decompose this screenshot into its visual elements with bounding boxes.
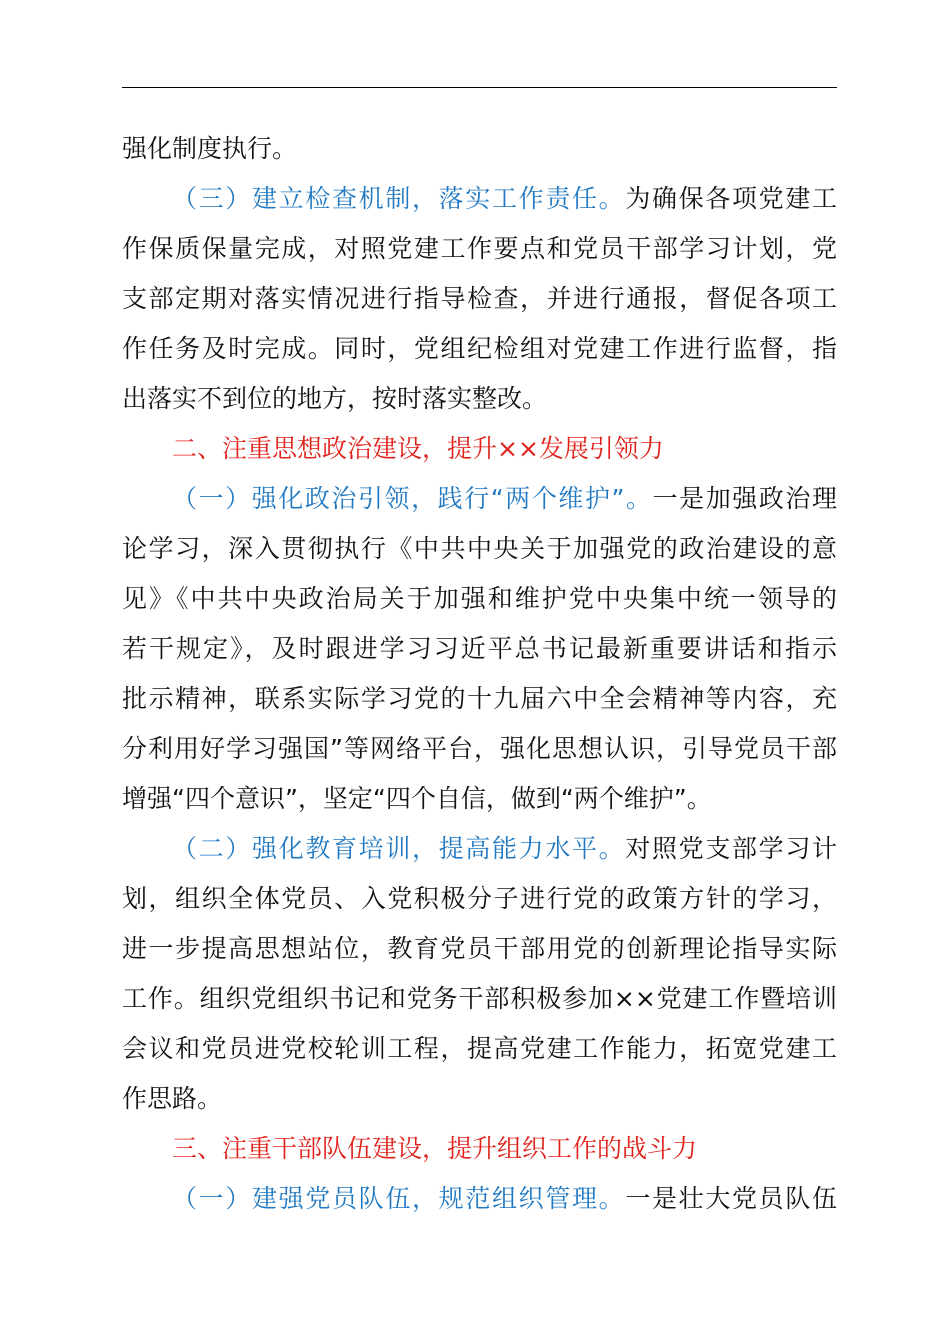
line-text: 一是加强政治理 <box>652 484 837 513</box>
text-line <box>122 1024 837 1074</box>
subsection-3-line <box>122 174 837 224</box>
text-line <box>122 374 837 424</box>
line-text: 进一步提高思想站位，教育党员干部用党的创新理论指导实际 <box>122 934 837 963</box>
line-text: 批示精神，联系实际学习党的十九届六中全会精神等内容，充 <box>122 684 837 713</box>
line-text: 会议和党员进党校轮训工程，提高党建工作能力，拓宽党建工 <box>122 1034 837 1063</box>
text-line <box>122 774 837 824</box>
text-line <box>122 1074 837 1124</box>
line-text: 工作。组织党组织书记和党务干部积极参加××党建工作暨培训 <box>122 984 837 1013</box>
line-text: 若干规定》，及时跟进学习习近平总书记最新重要讲话和指示 <box>122 634 837 663</box>
line-text: 划，组织全体党员、入党积极分子进行党的政策方针的学习， <box>122 884 837 913</box>
subsection-1-line <box>122 1174 837 1224</box>
line-text: 支部定期对落实情况进行指导检查，并进行通报，督促各项工 <box>122 284 837 313</box>
line-text: 论学习，深入贯彻执行《中共中央关于加强党的政治建设的意 <box>122 534 837 563</box>
line-text: 作保质保量完成，对照党建工作要点和党员干部学习计划，党 <box>122 234 837 263</box>
subsection-2-line <box>122 824 837 874</box>
subsection-title: （一）建强党员队伍，规范组织管理。 <box>172 1184 626 1213</box>
line-text: 出落实不到位的地方，按时落实整改。 <box>122 384 548 413</box>
section-title: 三、注重干部队伍建设，提升组织工作的战斗力 <box>172 1134 698 1163</box>
line-text: 对照党支部学习计 <box>625 834 837 863</box>
text-line <box>122 124 837 174</box>
text-line <box>122 224 837 274</box>
line-text: 一是壮大党员队伍 <box>625 1184 837 1213</box>
subsection-1-line <box>122 474 837 524</box>
text-line <box>122 624 837 674</box>
text-line <box>122 524 837 574</box>
subsection-title: （三）建立检查机制，落实工作责任。 <box>172 184 626 213</box>
text-line <box>122 874 837 924</box>
text-line <box>122 274 837 324</box>
subsection-title: （一）强化政治引领，践行“两个维护”。 <box>172 484 653 513</box>
text-line <box>122 574 837 624</box>
document-body <box>122 124 837 1224</box>
line-text: 强化制度执行。 <box>122 134 298 163</box>
section-heading <box>122 424 837 474</box>
section-title: 二、注重思想政治建设，提升××发展引领力 <box>172 434 664 463</box>
text-line <box>122 674 837 724</box>
line-text: 分利用好学习强国”等网络平台，强化思想认识，引导党员干部 <box>122 734 837 763</box>
subsection-title: （二）强化教育培训，提高能力水平。 <box>172 834 626 863</box>
line-text: 为确保各项党建工 <box>625 184 837 213</box>
line-text: 作思路。 <box>122 1084 223 1113</box>
text-line <box>122 324 837 374</box>
section-heading <box>122 1124 837 1174</box>
text-line <box>122 974 837 1024</box>
text-line <box>122 924 837 974</box>
line-text: 增强“四个意识”，坚定“四个自信，做到“两个维护”。 <box>122 784 712 813</box>
header-rule <box>122 87 837 88</box>
line-text: 作任务及时完成。同时，党组纪检组对党建工作进行监督，指 <box>122 334 837 363</box>
text-line <box>122 724 837 774</box>
line-text: 见》《中共中央政治局关于加强和维护党中央集中统一领导的 <box>122 584 837 613</box>
